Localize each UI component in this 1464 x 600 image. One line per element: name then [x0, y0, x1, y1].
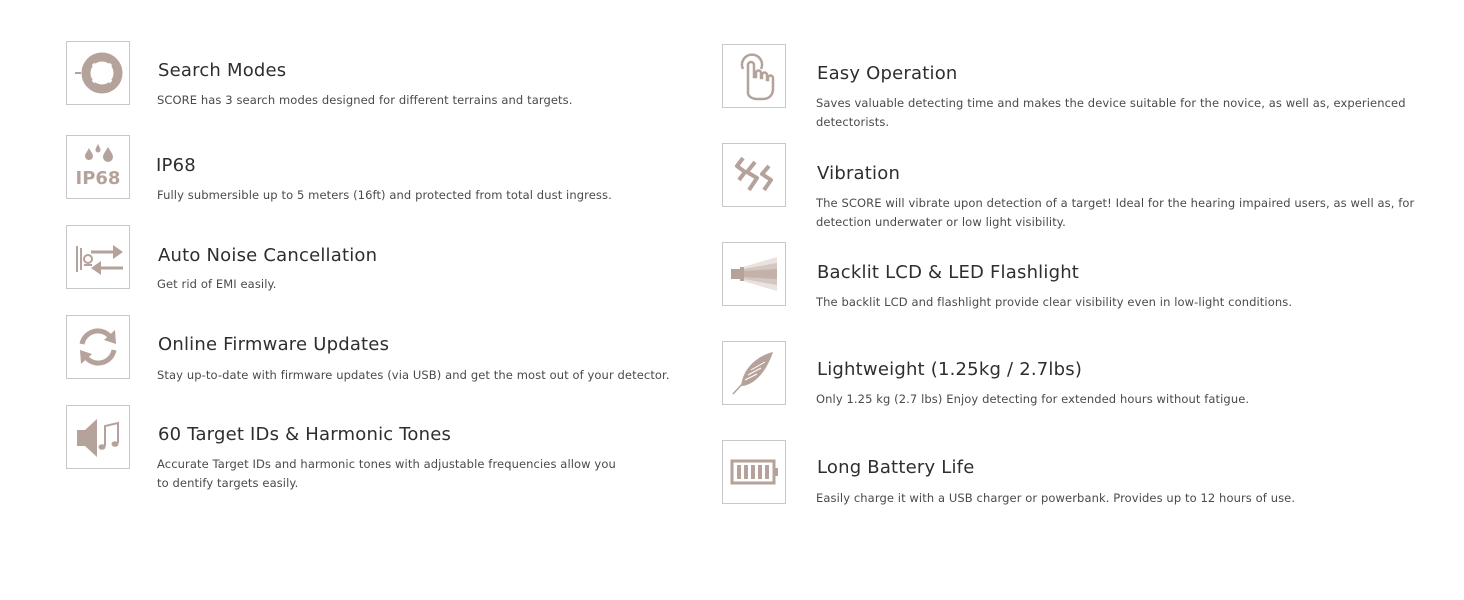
feature-description: Get rid of EMI easily. — [157, 277, 277, 291]
touch-hand-icon — [722, 44, 786, 108]
feature-title: Online Firmware Updates — [158, 334, 390, 355]
feature-title: Auto Noise Cancellation — [158, 245, 378, 266]
noise-cancellation-icon — [66, 225, 130, 289]
ip68-icon — [66, 135, 130, 199]
feature-title: IP68 — [156, 155, 196, 176]
feature-description: Accurate Target IDs and harmonic tones with adjustable frequencies allow you to dentify targets easily. — [157, 457, 616, 490]
search-modes-icon — [66, 41, 130, 105]
feature-title: Long Battery Life — [817, 457, 975, 478]
feature-description: Easily charge it with a USB charger or powerbank. Provides up to 12 hours of use. — [816, 491, 1296, 505]
firmware-update-icon — [66, 315, 130, 379]
feature-description: Stay up-to-date with firmware updates (via USB) and get the most out of your detector. — [157, 368, 670, 382]
feature-description: Saves valuable detecting time and makes the device suitable for the novice, as well as, experienced detectorists. — [816, 96, 1406, 129]
feature-description: SCORE has 3 search modes designed for different terrains and targets. — [157, 93, 573, 107]
feature-title: Vibration — [817, 163, 901, 184]
feature-title: 60 Target IDs & Harmonic Tones — [158, 424, 452, 445]
flashlight-icon — [722, 242, 786, 306]
feature-title: Search Modes — [158, 60, 287, 81]
battery-icon — [722, 440, 786, 504]
vibration-icon — [722, 143, 786, 207]
feature-description: The SCORE will vibrate upon detection of a target! Ideal for the hearing impaired users, as well as, for detection underwater or low light visibility. — [816, 196, 1415, 229]
feather-icon — [722, 341, 786, 405]
ip68-icon-label: IP68 — [75, 168, 121, 189]
feature-description: Only 1.25 kg (2.7 lbs) Enjoy detecting for extended hours without fatigue. — [816, 392, 1250, 406]
feature-title: Lightweight (1.25kg / 2.7lbs) — [817, 359, 1083, 380]
feature-description: Fully submersible up to 5 meters (16ft) and protected from total dust ingress. — [157, 188, 612, 202]
speaker-music-icon — [66, 405, 130, 469]
feature-title: Easy Operation — [817, 63, 958, 84]
feature-description: The backlit LCD and flashlight provide clear visibility even in low-light conditions. — [816, 295, 1293, 309]
feature-title: Backlit LCD & LED Flashlight — [817, 262, 1080, 283]
